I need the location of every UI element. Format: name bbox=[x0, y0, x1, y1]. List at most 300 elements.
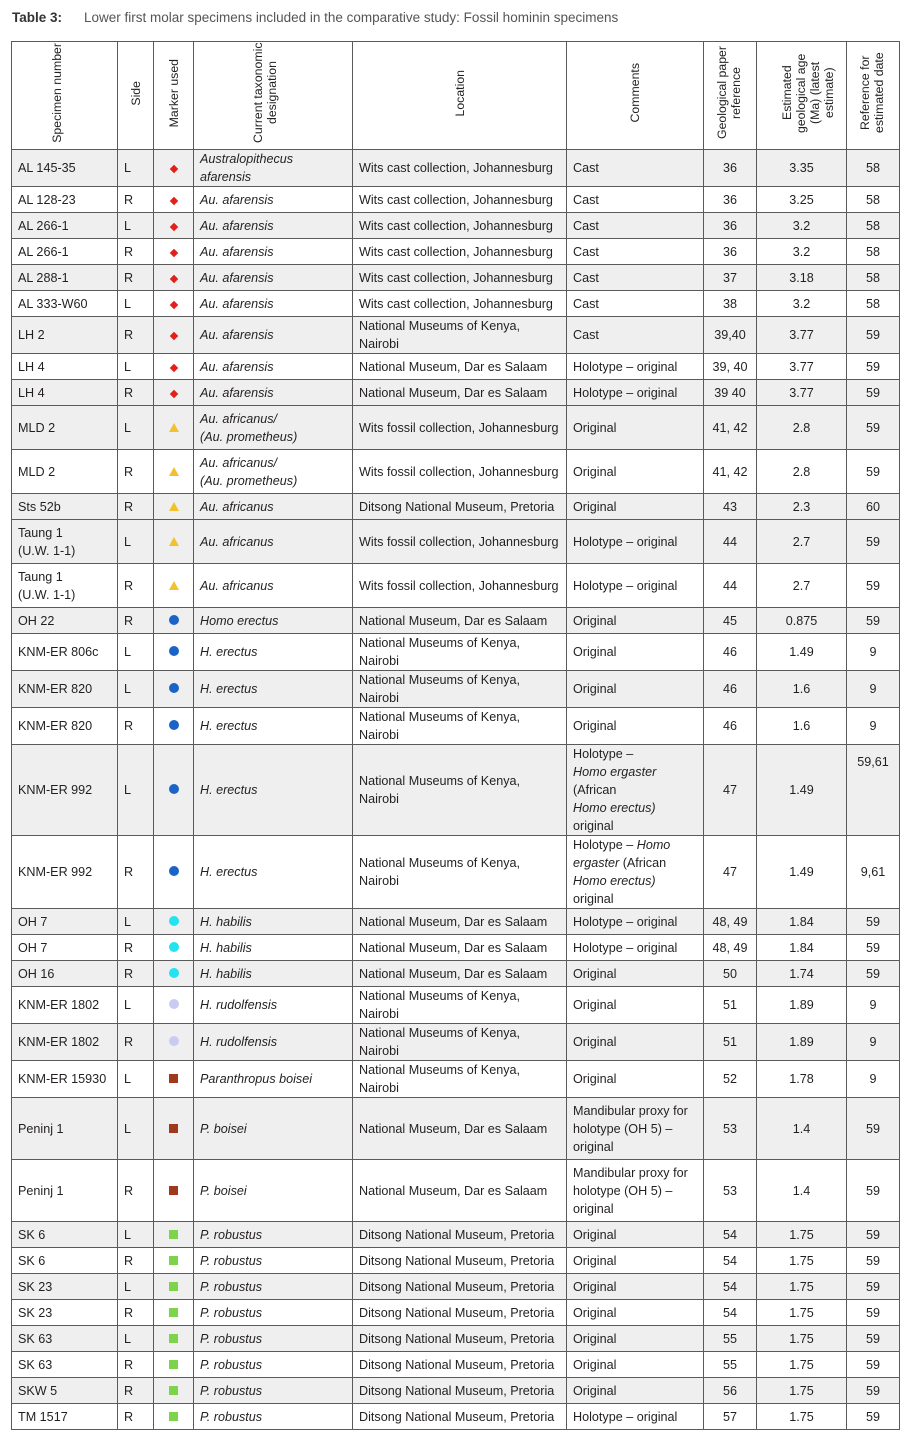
comments-cell: Original bbox=[567, 1061, 704, 1098]
taxon-cell: P. robustus bbox=[194, 1326, 353, 1352]
taxon-text: (Au. prometheus) bbox=[200, 429, 298, 444]
geo-ref-cell: 46 bbox=[704, 634, 757, 671]
square-green-icon bbox=[169, 1334, 178, 1343]
age-cell: 3.77 bbox=[757, 317, 847, 354]
specimen-cell: MLD 2 bbox=[12, 450, 118, 494]
circle-cyan-icon bbox=[169, 942, 179, 952]
geo-ref-cell: 50 bbox=[704, 961, 757, 987]
age-cell: 0.875 bbox=[757, 608, 847, 634]
location-cell: Wits cast collection, Johannesburg bbox=[353, 265, 567, 291]
diamond-red-icon bbox=[169, 332, 177, 340]
side-cell: R bbox=[118, 1300, 154, 1326]
location-cell: Ditsong National Museum, Pretoria bbox=[353, 494, 567, 520]
triangle-yellow-icon bbox=[169, 502, 179, 511]
date-ref-cell: 58 bbox=[847, 150, 900, 187]
geo-ref-cell: 47 bbox=[704, 745, 757, 836]
geo-ref-cell: 36 bbox=[704, 213, 757, 239]
table-row bbox=[12, 1274, 900, 1300]
table-row bbox=[12, 909, 900, 935]
location-cell: National Museums of Kenya, Nairobi bbox=[353, 836, 567, 909]
taxon-cell: Au. afarensis bbox=[194, 317, 353, 354]
specimen-cell: SK 63 bbox=[12, 1326, 118, 1352]
specimen-cell: AL 128-23 bbox=[12, 187, 118, 213]
table-row bbox=[12, 1222, 900, 1248]
age-cell: 1.78 bbox=[757, 1061, 847, 1098]
location-cell: National Museum, Dar es Salaam bbox=[353, 935, 567, 961]
side-cell: L bbox=[118, 987, 154, 1024]
geo-ref-cell: 44 bbox=[704, 564, 757, 608]
taxon-cell: H. erectus bbox=[194, 634, 353, 671]
date-ref-cell: 59 bbox=[847, 564, 900, 608]
marker-cell bbox=[154, 1404, 194, 1430]
taxon-cell: P. robustus bbox=[194, 1300, 353, 1326]
date-ref-cell: 59 bbox=[847, 935, 900, 961]
geo-ref-cell: 53 bbox=[704, 1160, 757, 1222]
diamond-red-icon bbox=[169, 248, 177, 256]
age-cell: 1.89 bbox=[757, 1024, 847, 1061]
date-ref-cell: 9 bbox=[847, 1024, 900, 1061]
geo-ref-cell: 47 bbox=[704, 836, 757, 909]
marker-cell bbox=[154, 213, 194, 239]
comments-cell bbox=[567, 745, 704, 836]
specimen-cell: AL 145-35 bbox=[12, 150, 118, 187]
table-row bbox=[12, 671, 900, 708]
specimen-cell: KNM-ER 806c bbox=[12, 634, 118, 671]
table-row bbox=[12, 987, 900, 1024]
taxon-cell: P. robustus bbox=[194, 1352, 353, 1378]
specimen-cell: Peninj 1 bbox=[12, 1160, 118, 1222]
taxon-cell: P. robustus bbox=[194, 1404, 353, 1430]
geo-ref-cell: 52 bbox=[704, 1061, 757, 1098]
square-green-icon bbox=[169, 1386, 178, 1395]
specimen-table bbox=[11, 41, 900, 1430]
location-cell: National Museum, Dar es Salaam bbox=[353, 1160, 567, 1222]
table-row bbox=[12, 564, 900, 608]
date-ref-cell: 59 bbox=[847, 406, 900, 450]
side-cell: R bbox=[118, 380, 154, 406]
taxon-cell: Au. afarensis bbox=[194, 239, 353, 265]
side-cell: R bbox=[118, 494, 154, 520]
age-cell: 1.4 bbox=[757, 1160, 847, 1222]
marker-cell bbox=[154, 450, 194, 494]
marker-cell bbox=[154, 150, 194, 187]
comments-cell: Holotype – original bbox=[567, 520, 704, 564]
location-cell: Wits fossil collection, Johannesburg bbox=[353, 450, 567, 494]
header-taxon: Current taxonomic designation bbox=[194, 42, 353, 150]
marker-cell bbox=[154, 406, 194, 450]
comments-cell: Cast bbox=[567, 317, 704, 354]
comments-cell: Cast bbox=[567, 187, 704, 213]
geo-ref-cell: 46 bbox=[704, 671, 757, 708]
specimen-cell: LH 2 bbox=[12, 317, 118, 354]
date-ref-cell: 9 bbox=[847, 671, 900, 708]
taxon-cell: P. boisei bbox=[194, 1098, 353, 1160]
table-row bbox=[12, 187, 900, 213]
age-cell: 2.8 bbox=[757, 450, 847, 494]
comments-cell bbox=[567, 1160, 704, 1222]
taxon-cell: Au. afarensis bbox=[194, 380, 353, 406]
location-cell: Ditsong National Museum, Pretoria bbox=[353, 1274, 567, 1300]
age-cell: 2.7 bbox=[757, 520, 847, 564]
circle-blue-icon bbox=[169, 615, 179, 625]
geo-ref-cell: 57 bbox=[704, 1404, 757, 1430]
marker-cell bbox=[154, 961, 194, 987]
side-cell: L bbox=[118, 1222, 154, 1248]
location-cell: Ditsong National Museum, Pretoria bbox=[353, 1300, 567, 1326]
geo-ref-cell: 39, 40 bbox=[704, 354, 757, 380]
specimen-cell: LH 4 bbox=[12, 354, 118, 380]
table-row bbox=[12, 708, 900, 745]
table-row bbox=[12, 634, 900, 671]
table-row bbox=[12, 450, 900, 494]
comments-cell: Cast bbox=[567, 213, 704, 239]
location-cell: National Museums of Kenya, Nairobi bbox=[353, 317, 567, 354]
taxon-cell: P. boisei bbox=[194, 1160, 353, 1222]
location-cell: Wits cast collection, Johannesburg bbox=[353, 291, 567, 317]
marker-cell bbox=[154, 1222, 194, 1248]
date-ref-cell: 59 bbox=[847, 1222, 900, 1248]
geo-ref-cell: 37 bbox=[704, 265, 757, 291]
marker-cell bbox=[154, 1300, 194, 1326]
side-cell: L bbox=[118, 1326, 154, 1352]
marker-cell bbox=[154, 1061, 194, 1098]
age-cell: 1.6 bbox=[757, 708, 847, 745]
location-cell: National Museums of Kenya, Nairobi bbox=[353, 1061, 567, 1098]
comments-cell: Cast bbox=[567, 265, 704, 291]
comment-text: original bbox=[573, 819, 614, 833]
geo-ref-cell: 41, 42 bbox=[704, 406, 757, 450]
location-cell: Wits cast collection, Johannesburg bbox=[353, 213, 567, 239]
age-cell: 3.25 bbox=[757, 187, 847, 213]
specimen-cell: SK 23 bbox=[12, 1300, 118, 1326]
age-cell: 1.75 bbox=[757, 1248, 847, 1274]
specimen-cell: OH 22 bbox=[12, 608, 118, 634]
table-row bbox=[12, 317, 900, 354]
age-cell: 1.49 bbox=[757, 745, 847, 836]
diamond-red-icon bbox=[169, 274, 177, 282]
age-cell: 1.84 bbox=[757, 935, 847, 961]
date-ref-cell: 9 bbox=[847, 987, 900, 1024]
date-ref-cell: 59 bbox=[847, 317, 900, 354]
comment-text: original bbox=[573, 1139, 614, 1154]
square-green-icon bbox=[169, 1230, 178, 1239]
date-ref-cell: 59 bbox=[847, 450, 900, 494]
geo-ref-cell: 39,40 bbox=[704, 317, 757, 354]
comment-text: (African bbox=[573, 783, 617, 797]
comments-cell bbox=[567, 1098, 704, 1160]
taxon-cell: H. erectus bbox=[194, 836, 353, 909]
circle-blue-icon bbox=[169, 683, 179, 693]
age-cell: 1.75 bbox=[757, 1352, 847, 1378]
comment-text: original bbox=[573, 1201, 614, 1216]
specimen-cell: SK 23 bbox=[12, 1274, 118, 1300]
table-row bbox=[12, 213, 900, 239]
table-row bbox=[12, 1160, 900, 1222]
age-cell: 3.77 bbox=[757, 354, 847, 380]
side-cell: R bbox=[118, 608, 154, 634]
geo-ref-cell: 54 bbox=[704, 1222, 757, 1248]
date-ref-cell: 9 bbox=[847, 634, 900, 671]
geo-ref-cell: 39 40 bbox=[704, 380, 757, 406]
circle-blue-icon bbox=[169, 646, 179, 656]
circle-blue-icon bbox=[169, 720, 179, 730]
side-cell: R bbox=[118, 317, 154, 354]
square-green-icon bbox=[169, 1360, 178, 1369]
date-ref-cell: 59 bbox=[847, 380, 900, 406]
taxon-text: Au. africanus/ bbox=[200, 411, 278, 426]
table-title: Lower first molar specimens included in the comparative study: Fossil hominin specimens bbox=[84, 10, 619, 25]
comments-cell: Original bbox=[567, 671, 704, 708]
table-row bbox=[12, 1326, 900, 1352]
comments-cell: Cast bbox=[567, 291, 704, 317]
specimen-cell: AL 266-1 bbox=[12, 213, 118, 239]
comments-cell: Original bbox=[567, 634, 704, 671]
date-ref-cell: 59 bbox=[847, 1378, 900, 1404]
side-cell: L bbox=[118, 1274, 154, 1300]
geo-ref-cell: 51 bbox=[704, 987, 757, 1024]
marker-cell bbox=[154, 317, 194, 354]
taxon-cell: H. erectus bbox=[194, 671, 353, 708]
location-cell: Ditsong National Museum, Pretoria bbox=[353, 1378, 567, 1404]
comments-cell: Original bbox=[567, 1352, 704, 1378]
comment-text: Homo bbox=[636, 838, 671, 852]
age-cell: 1.75 bbox=[757, 1274, 847, 1300]
age-cell: 3.18 bbox=[757, 265, 847, 291]
comments-cell: Original bbox=[567, 450, 704, 494]
table-row bbox=[12, 265, 900, 291]
circle-cyan-icon bbox=[169, 968, 179, 978]
geo-ref-cell: 55 bbox=[704, 1352, 757, 1378]
marker-cell bbox=[154, 935, 194, 961]
marker-cell bbox=[154, 1098, 194, 1160]
taxon-cell: P. robustus bbox=[194, 1274, 353, 1300]
table-number: Table 3: bbox=[12, 10, 63, 25]
comment-text: Homo ergaster bbox=[573, 765, 657, 779]
header-date-ref: Reference for estimated date bbox=[847, 42, 900, 150]
date-ref-cell: 59 bbox=[847, 1160, 900, 1222]
comments-cell: Original bbox=[567, 1274, 704, 1300]
date-ref-cell: 59 bbox=[847, 608, 900, 634]
date-ref-cell: 9 bbox=[847, 1061, 900, 1098]
age-cell: 1.4 bbox=[757, 1098, 847, 1160]
specimen-text: (U.W. 1-1) bbox=[18, 587, 76, 602]
specimen-cell bbox=[12, 520, 118, 564]
comments-cell: Original bbox=[567, 1222, 704, 1248]
header-marker: Marker used bbox=[154, 42, 194, 150]
comment-text: original bbox=[573, 892, 614, 906]
taxon-cell: H. habilis bbox=[194, 935, 353, 961]
date-ref-cell: 59 bbox=[847, 354, 900, 380]
comments-cell: Holotype – original bbox=[567, 564, 704, 608]
taxon-cell: Australopithecus afarensis bbox=[194, 150, 353, 187]
comment-text: Mandibular proxy for bbox=[573, 1165, 688, 1180]
comments-cell bbox=[567, 836, 704, 909]
specimen-cell: OH 7 bbox=[12, 909, 118, 935]
date-ref-cell: 59 bbox=[847, 1404, 900, 1430]
specimen-cell: AL 288-1 bbox=[12, 265, 118, 291]
date-ref-cell: 58 bbox=[847, 265, 900, 291]
table-row bbox=[12, 608, 900, 634]
date-ref-cell: 58 bbox=[847, 187, 900, 213]
diamond-red-icon bbox=[169, 389, 177, 397]
header-specimen: Specimen number bbox=[12, 42, 118, 150]
diamond-red-icon bbox=[169, 222, 177, 230]
side-cell: L bbox=[118, 745, 154, 836]
taxon-cell: Au. afarensis bbox=[194, 354, 353, 380]
side-cell: R bbox=[118, 1378, 154, 1404]
comments-cell: Original bbox=[567, 987, 704, 1024]
age-cell: 2.3 bbox=[757, 494, 847, 520]
comments-cell: Cast bbox=[567, 150, 704, 187]
age-cell: 3.2 bbox=[757, 239, 847, 265]
side-cell: R bbox=[118, 564, 154, 608]
specimen-cell: SK 63 bbox=[12, 1352, 118, 1378]
date-ref-cell: 9 bbox=[847, 708, 900, 745]
specimen-cell: TM 1517 bbox=[12, 1404, 118, 1430]
age-cell: 1.89 bbox=[757, 987, 847, 1024]
age-cell: 1.75 bbox=[757, 1326, 847, 1352]
side-cell: L bbox=[118, 291, 154, 317]
table-row bbox=[12, 291, 900, 317]
taxon-cell: H. rudolfensis bbox=[194, 987, 353, 1024]
age-cell: 1.75 bbox=[757, 1222, 847, 1248]
comments-cell: Original bbox=[567, 494, 704, 520]
marker-cell bbox=[154, 564, 194, 608]
location-cell: Wits fossil collection, Johannesburg bbox=[353, 406, 567, 450]
date-ref-cell: 59 bbox=[847, 1098, 900, 1160]
side-cell: R bbox=[118, 1024, 154, 1061]
age-cell: 2.7 bbox=[757, 564, 847, 608]
comments-cell: Original bbox=[567, 406, 704, 450]
taxon-cell: Au. afarensis bbox=[194, 265, 353, 291]
location-cell: National Museums of Kenya, Nairobi bbox=[353, 987, 567, 1024]
date-ref-cell: 60 bbox=[847, 494, 900, 520]
comment-text: Homo erectus) bbox=[573, 801, 656, 815]
comments-cell: Original bbox=[567, 608, 704, 634]
specimen-cell: KNM-ER 820 bbox=[12, 708, 118, 745]
date-ref-cell: 59 bbox=[847, 1352, 900, 1378]
date-ref-cell: 59 bbox=[847, 909, 900, 935]
side-cell: L bbox=[118, 213, 154, 239]
specimen-cell: AL 266-1 bbox=[12, 239, 118, 265]
geo-ref-cell: 38 bbox=[704, 291, 757, 317]
side-cell: R bbox=[118, 1352, 154, 1378]
date-ref-cell: 58 bbox=[847, 213, 900, 239]
specimen-cell: KNM-ER 15930 bbox=[12, 1061, 118, 1098]
marker-cell bbox=[154, 745, 194, 836]
comments-cell: Cast bbox=[567, 239, 704, 265]
age-cell: 1.84 bbox=[757, 909, 847, 935]
table-row bbox=[12, 1024, 900, 1061]
marker-cell bbox=[154, 1248, 194, 1274]
side-cell: R bbox=[118, 961, 154, 987]
date-ref-cell: 59 bbox=[847, 520, 900, 564]
side-cell: R bbox=[118, 1160, 154, 1222]
side-cell: R bbox=[118, 239, 154, 265]
location-cell: Wits cast collection, Johannesburg bbox=[353, 150, 567, 187]
marker-cell bbox=[154, 380, 194, 406]
marker-cell bbox=[154, 291, 194, 317]
marker-cell bbox=[154, 634, 194, 671]
diamond-red-icon bbox=[169, 196, 177, 204]
table-row bbox=[12, 961, 900, 987]
table-row bbox=[12, 935, 900, 961]
triangle-yellow-icon bbox=[169, 581, 179, 590]
specimen-cell: MLD 2 bbox=[12, 406, 118, 450]
date-ref-cell: 59 bbox=[847, 1326, 900, 1352]
geo-ref-cell: 36 bbox=[704, 187, 757, 213]
header-side: Side bbox=[118, 42, 154, 150]
geo-ref-cell: 48, 49 bbox=[704, 909, 757, 935]
specimen-text: Taung 1 bbox=[18, 525, 63, 540]
table-row bbox=[12, 836, 900, 909]
geo-ref-cell: 55 bbox=[704, 1326, 757, 1352]
taxon-cell: Au. afarensis bbox=[194, 187, 353, 213]
specimen-text: (U.W. 1-1) bbox=[18, 543, 76, 558]
table-caption bbox=[12, 10, 618, 25]
side-cell: L bbox=[118, 1098, 154, 1160]
specimen-cell: SK 6 bbox=[12, 1222, 118, 1248]
square-green-icon bbox=[169, 1308, 178, 1317]
header-geo-ref: Geological paper reference bbox=[704, 42, 757, 150]
geo-ref-cell: 54 bbox=[704, 1300, 757, 1326]
table-row bbox=[12, 1378, 900, 1404]
taxon-cell: Homo erectus bbox=[194, 608, 353, 634]
specimen-cell: KNM-ER 1802 bbox=[12, 987, 118, 1024]
marker-cell bbox=[154, 494, 194, 520]
specimen-cell: SK 6 bbox=[12, 1248, 118, 1274]
taxon-cell: P. robustus bbox=[194, 1378, 353, 1404]
location-cell: Wits cast collection, Johannesburg bbox=[353, 187, 567, 213]
location-cell: Ditsong National Museum, Pretoria bbox=[353, 1352, 567, 1378]
age-cell: 3.77 bbox=[757, 380, 847, 406]
comments-cell: Original bbox=[567, 1024, 704, 1061]
location-cell: Ditsong National Museum, Pretoria bbox=[353, 1222, 567, 1248]
marker-cell bbox=[154, 708, 194, 745]
comment-text: holotype (OH 5) – bbox=[573, 1121, 673, 1136]
location-cell: National Museums of Kenya, Nairobi bbox=[353, 1024, 567, 1061]
taxon-cell: Au. africanus bbox=[194, 494, 353, 520]
geo-ref-cell: 54 bbox=[704, 1274, 757, 1300]
triangle-yellow-icon bbox=[169, 423, 179, 432]
side-cell: R bbox=[118, 265, 154, 291]
geo-ref-cell: 41, 42 bbox=[704, 450, 757, 494]
table-row bbox=[12, 150, 900, 187]
taxon-cell: Au. afarensis bbox=[194, 291, 353, 317]
age-cell: 2.8 bbox=[757, 406, 847, 450]
square-green-icon bbox=[169, 1282, 178, 1291]
specimen-cell: OH 7 bbox=[12, 935, 118, 961]
table-row bbox=[12, 239, 900, 265]
square-brown-icon bbox=[169, 1186, 178, 1195]
circle-cyan-icon bbox=[169, 916, 179, 926]
location-cell: National Museums of Kenya, Nairobi bbox=[353, 708, 567, 745]
specimen-cell: LH 4 bbox=[12, 380, 118, 406]
square-brown-icon bbox=[169, 1124, 178, 1133]
table-row bbox=[12, 406, 900, 450]
age-cell: 1.6 bbox=[757, 671, 847, 708]
comments-cell: Holotype – original bbox=[567, 354, 704, 380]
marker-cell bbox=[154, 1024, 194, 1061]
date-ref-cell: 59,61 bbox=[847, 745, 900, 836]
side-cell: R bbox=[118, 1248, 154, 1274]
specimen-cell: KNM-ER 820 bbox=[12, 671, 118, 708]
specimen-cell: SKW 5 bbox=[12, 1378, 118, 1404]
age-cell: 1.49 bbox=[757, 634, 847, 671]
date-ref-cell: 59 bbox=[847, 1300, 900, 1326]
marker-cell bbox=[154, 909, 194, 935]
side-cell: L bbox=[118, 150, 154, 187]
